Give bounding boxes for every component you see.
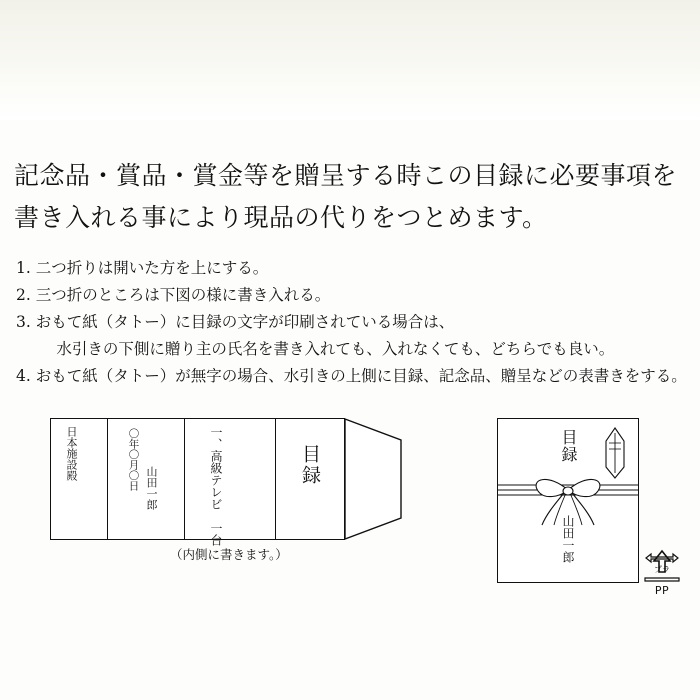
folder-address-text: 日本施設殿 bbox=[65, 426, 78, 481]
headline-line-2: 書き入れる事により現品の代りをつとめます。 bbox=[14, 203, 548, 232]
folder-title-text: 目録 bbox=[299, 444, 321, 486]
folder-flap bbox=[344, 418, 402, 540]
recycle-mark bbox=[642, 548, 682, 596]
instruction-item-3-cont: 水引きの下側に贈り主の氏名を書き入れても、入れなくても、どちらでも良い。 bbox=[36, 340, 615, 358]
folder-item-text: 一、高級テレビ 一台 bbox=[209, 426, 223, 546]
envelope-diagram bbox=[497, 418, 639, 583]
instruction-item-1: 1. 二つ折りは開いた方を上にする。 bbox=[16, 259, 269, 277]
folder-panel-address bbox=[50, 418, 108, 540]
recycle-inner-text: プラ bbox=[654, 565, 670, 574]
folder-sender-name: 山田一郎 bbox=[145, 466, 158, 510]
envelope-title-text: 目録 bbox=[559, 429, 578, 463]
mizuhiki-ribbon-icon bbox=[498, 467, 638, 527]
headline bbox=[14, 155, 689, 239]
envelope-name-text: 山田一郎 bbox=[561, 515, 575, 563]
instruction-item-2: 2. 三つ折のところは下図の様に書き入れる。 bbox=[16, 286, 331, 304]
recycle-mark-label: PP bbox=[654, 584, 670, 597]
instruction-item-3: 3. おもて紙（タトー）に目録の文字が印刷されている場合は、 bbox=[16, 313, 455, 331]
folder-diagram bbox=[50, 418, 402, 546]
folder-date-text: 〇年〇月〇日 bbox=[127, 428, 140, 491]
headline-line-1: 記念品・賞品・賞金等を贈呈する時この目録に必要事項を bbox=[14, 161, 678, 190]
recycle-arrows-icon bbox=[642, 548, 682, 584]
folder-caption: （内側に書きます。） bbox=[170, 547, 288, 562]
folder-panel-item bbox=[184, 418, 276, 540]
instruction-list bbox=[16, 255, 686, 390]
instruction-item-4: 4. おもて紙（タトー）が無字の場合、水引きの上側に目録、記念品、贈呈などの表書きをする。 bbox=[16, 367, 687, 385]
